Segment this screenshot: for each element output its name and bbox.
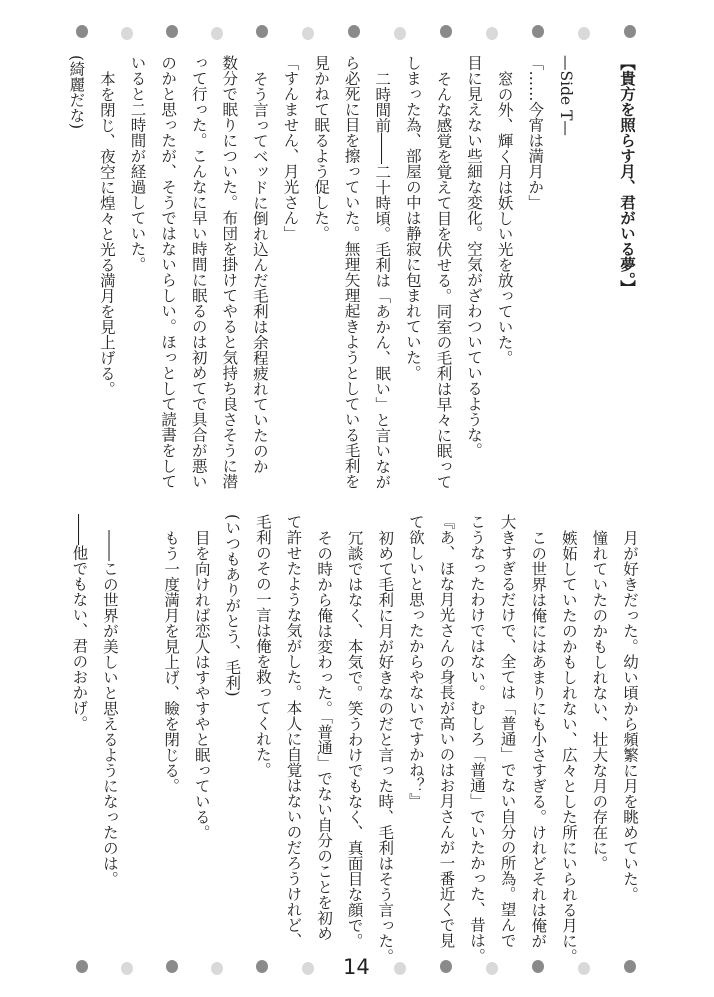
decorative-dot [121, 27, 133, 40]
decorative-dot [486, 962, 498, 975]
decorative-dot [211, 962, 223, 975]
text-line: (いつもありがとう、毛利) [223, 514, 242, 697]
text-line: ――他でもない、君のおかげ。 [70, 514, 89, 731]
text-line: 目に見えない些細な変化。空気がざわついているような。 [465, 55, 484, 458]
chapter-title: 【貴方を照らす月、君がいる夢。】 [618, 55, 637, 296]
text-line: (綺麗だな) [67, 55, 86, 130]
decorative-dot [440, 25, 452, 38]
decorative-dot [121, 962, 133, 975]
page-number: 14 [343, 955, 370, 979]
decorative-dot [624, 960, 636, 973]
decorative-dot [302, 962, 314, 975]
text-line: 冗談ではなく、本気で。笑うわけでもなく、真面目な顔で。 [345, 529, 364, 948]
text-line: て許せたような気がした。本人に自覚はないのだろうけれど、 [284, 514, 303, 948]
decorative-dot [76, 25, 88, 38]
text-line: 本を閉じ、夜空に煌々と光る満月を見上げる。 [97, 70, 116, 396]
blank-line [581, 55, 612, 495]
text-line: —Side T— [556, 55, 575, 136]
decorative-dot [440, 960, 452, 973]
text-line: ら必死に目を擦っていた。無理矢理起きようとしている毛利を [342, 55, 361, 489]
decorative-dot [532, 25, 544, 38]
decorative-dot [394, 27, 406, 40]
text-line: 『あ、ほな月光さんの身長が高いのはお月さんが一番近くで見 [437, 514, 456, 948]
text-line: そんな感覚を覚えて目を伏せる。同室の毛利は早々に眠って [434, 70, 453, 489]
text-line: その時から俺は変わった。「普通」でない自分のことを初め [315, 529, 334, 941]
decorative-dot [302, 27, 314, 40]
text-line: 嫉妬していたのかもしれない、広々とした所にいられる月に。 [559, 529, 578, 964]
text-line: 「すんません、月光さん」 [281, 55, 300, 241]
lower-text-block [64, 514, 645, 964]
blank-line [125, 514, 156, 954]
decorative-dot [256, 960, 268, 973]
text-line: 月が好きだった。幼い頃から頻繁に月を眺めていた。 [621, 529, 639, 902]
text-line: って行った。こんなに早い時間に眠るのは初めてで具合が悪い [189, 55, 208, 489]
decorative-dot [394, 962, 406, 975]
text-line: 数分で眠りについた。布団を掛けてやると気持ち良さそうに潜 [220, 55, 239, 489]
text-line: ――この世界が美しいと思えるようになったのは。 [100, 529, 119, 886]
decorative-dot [76, 960, 88, 973]
text-line: 目を向ければ恋人はすやすやと眠っている。 [192, 529, 211, 840]
text-line: 「……今宵は満月か」 [526, 55, 545, 210]
text-line: のかと思ったが、そうではないらしい。ほっとして読書をして [159, 55, 178, 489]
decorative-dot [624, 25, 636, 38]
top-dot-border [0, 25, 714, 41]
text-line: 初めて毛利に月が好きなのだと言った時、毛利はそう言った。 [376, 529, 395, 964]
text-line: この世界は俺にはあまりにも小さすぎる。けれどそれは俺が [529, 529, 548, 948]
decorative-dot [578, 27, 590, 40]
text-line: 窓の外、輝く月は妖しい光を放っていた。 [495, 70, 514, 365]
decorative-dot [348, 25, 360, 38]
decorative-dot [256, 25, 268, 38]
decorative-dot [578, 962, 590, 975]
text-line: もう一度満月を見上げ、瞼を閉じる。 [162, 529, 181, 793]
text-line: そう言ってベッドに倒れ込んだ毛利は余程疲れていたのか [250, 70, 269, 474]
decorative-dot [166, 25, 178, 38]
text-line: しまった為、部屋の中は静寂に包まれていた。 [403, 55, 422, 381]
text-line: 大きすぎるだけで、全ては「普通」でない自分の所為。望んで [498, 514, 517, 948]
text-line: 見かねて眠るよう促した。 [312, 55, 331, 241]
decorative-dot [211, 27, 223, 40]
decorative-dot [166, 960, 178, 973]
upper-text-block [61, 55, 642, 495]
text-line: いると二時間が経過していた。 [128, 55, 147, 272]
text-line: 憧れていたのかもしれない、壮大な月の存在に。 [590, 529, 609, 871]
decorative-dot [532, 960, 544, 973]
decorative-dot [486, 27, 498, 40]
text-line: こうなったわけではない。むしろ「普通」でいたかった、昔は。 [468, 514, 487, 964]
text-line: 二時間前――二十時頃。毛利は「あかん、眠い」と言いなが [373, 70, 392, 489]
text-line: 毛利のその一言は俺を救ってくれた。 [253, 514, 272, 778]
text-line: て欲しいと思ったからやないですかね？』 [406, 514, 425, 809]
